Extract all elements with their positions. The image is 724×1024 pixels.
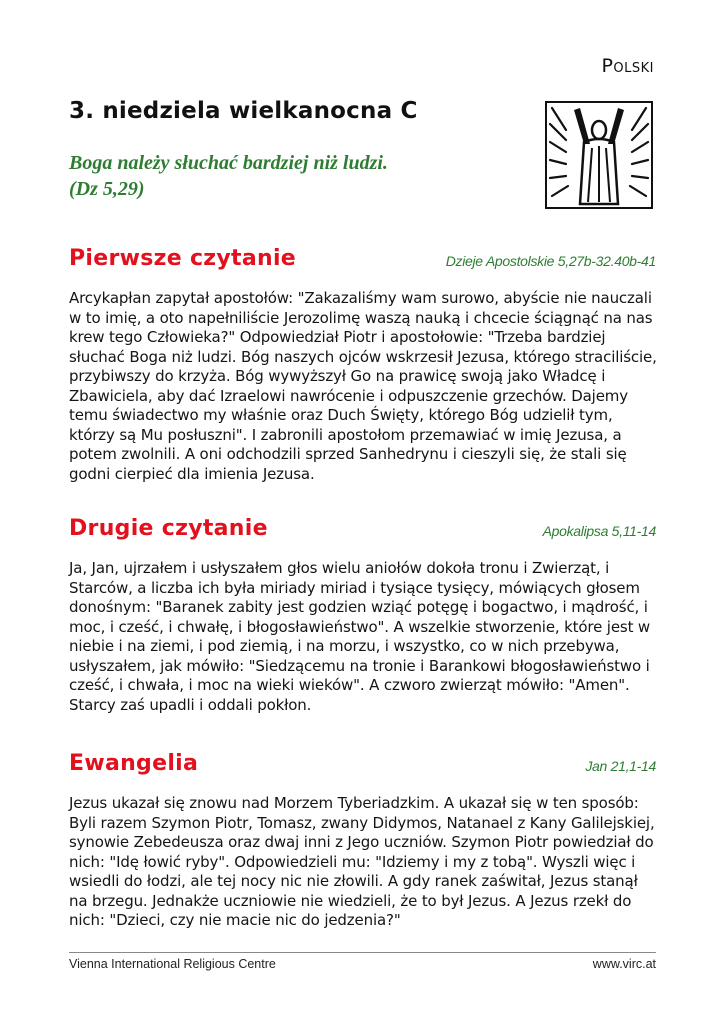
gospel-title: Ewangelia (69, 751, 199, 776)
footer-website[interactable]: www.virc.at (592, 957, 656, 971)
footer-divider (69, 952, 656, 953)
reading-1-title: Pierwsze czytanie (69, 246, 297, 271)
footer-organization: Vienna International Religious Centre (69, 957, 276, 971)
reading-1-text: Arcykapłan zapytał apostołów: "Zakazaliśmy wam surowo, abyście nie nauczali w to imię, a oto napełniliście Jerozolimę waszą nauką i chcecie ściągnąć na nas krew tego Człowieka?" Odpowiedział Piotr i apostołowie: "Trzeba bardziej słuchać Boga niż ludzi. Bóg naszych ojców wskrzesił Jezusa, którego straciliście, przybiwszy do krzyża. Bóg wywyższył Go na prawicę swoją jako Władcę i Zbawiciela, aby dać Izraelowi nawrócenie i odpuszczenie grzechów. Dajemy temu świadectwo my właśnie oraz Duch Święty, którego Bóg udzielił tym, którzy są Mu posłuszni". I zabronili apostołom przemawiać w imię Jezusa, a potem zwolnili. A oni odchodzili sprzed Sanhedrynu i cieszyli się, że stali się godni cierpieć dla imienia Jezusa. (69, 289, 657, 483)
reading-2-title: Drugie czytanie (69, 516, 268, 541)
reading-1-header (69, 246, 656, 276)
reading-1-reference: Dzieje Apostolskie 5,27b-32.40b-41 (445, 253, 656, 269)
subtitle (69, 150, 489, 202)
gospel-text: Jezus ukazał się znowu nad Morzem Tyberiadzkim. A ukazał się w ten sposób: Byli razem Szymon Piotr, Tomasz, zwany Didymos, Natanael z Kany Galilejskiej, synowie Zebedeusza oraz dwaj inni z Jego uczniów. Szymon Piotr powiedział do nich: "Idę łowić ryby". Odpowiedzieli mu: "Idziemy i my z tobą". Wyszli więc i wsiedli do łodzi, ale tej nocy nic nie złowili. A gdy ranek zaświtał, Jezus stanął na brzegu. Jednakże uczniowie nie wiedzieli, że to był Jezus. A Jezus rzekł do nich: "Dzieci, czy nie macie nic do jedzenia?" (69, 794, 655, 929)
gospel-reference: Jan 21,1-14 (585, 758, 656, 774)
language-label: Polski (601, 55, 654, 77)
reading-2-header (69, 516, 656, 546)
subtitle-line-2: (Dz 5,29) (69, 178, 145, 200)
reading-2-text: Ja, Jan, ujrzałem i usłyszałem głos wielu aniołów dokoła tronu i Zwierząt, i Starców, a liczba ich była miriady miriad i tysiące tysięcy, mówiących głosem donośnym: "Baranek zabity jest godzien wziąć potęgę i bogactwo, i mądrość, i moc, i cześć, i chwałę, i błogosławieństwo". A wszelkie stworzenie, które jest w niebie i na ziemi, i pod ziemią, i na morzu, i wszystko, co w nich przebywa, usłyszałem, jak mówiło: "Siedzącemu na tronie i Barankowi błogosławieństwo i cześć, i chwała, i moc na wieki wieków". A czworo zwierząt mówiło: "Amen". Starcy zaś upadli i oddali pokłon. (69, 559, 651, 714)
page-title: 3. niedziela wielkanocna C (69, 98, 418, 124)
subtitle-line-1: Boga należy słuchać bardziej niż ludzi. (69, 152, 388, 174)
risen-christ-woodcut-icon (544, 100, 654, 210)
gospel-header (69, 751, 656, 781)
reading-2-reference: Apokalipsa 5,11-14 (542, 523, 656, 539)
